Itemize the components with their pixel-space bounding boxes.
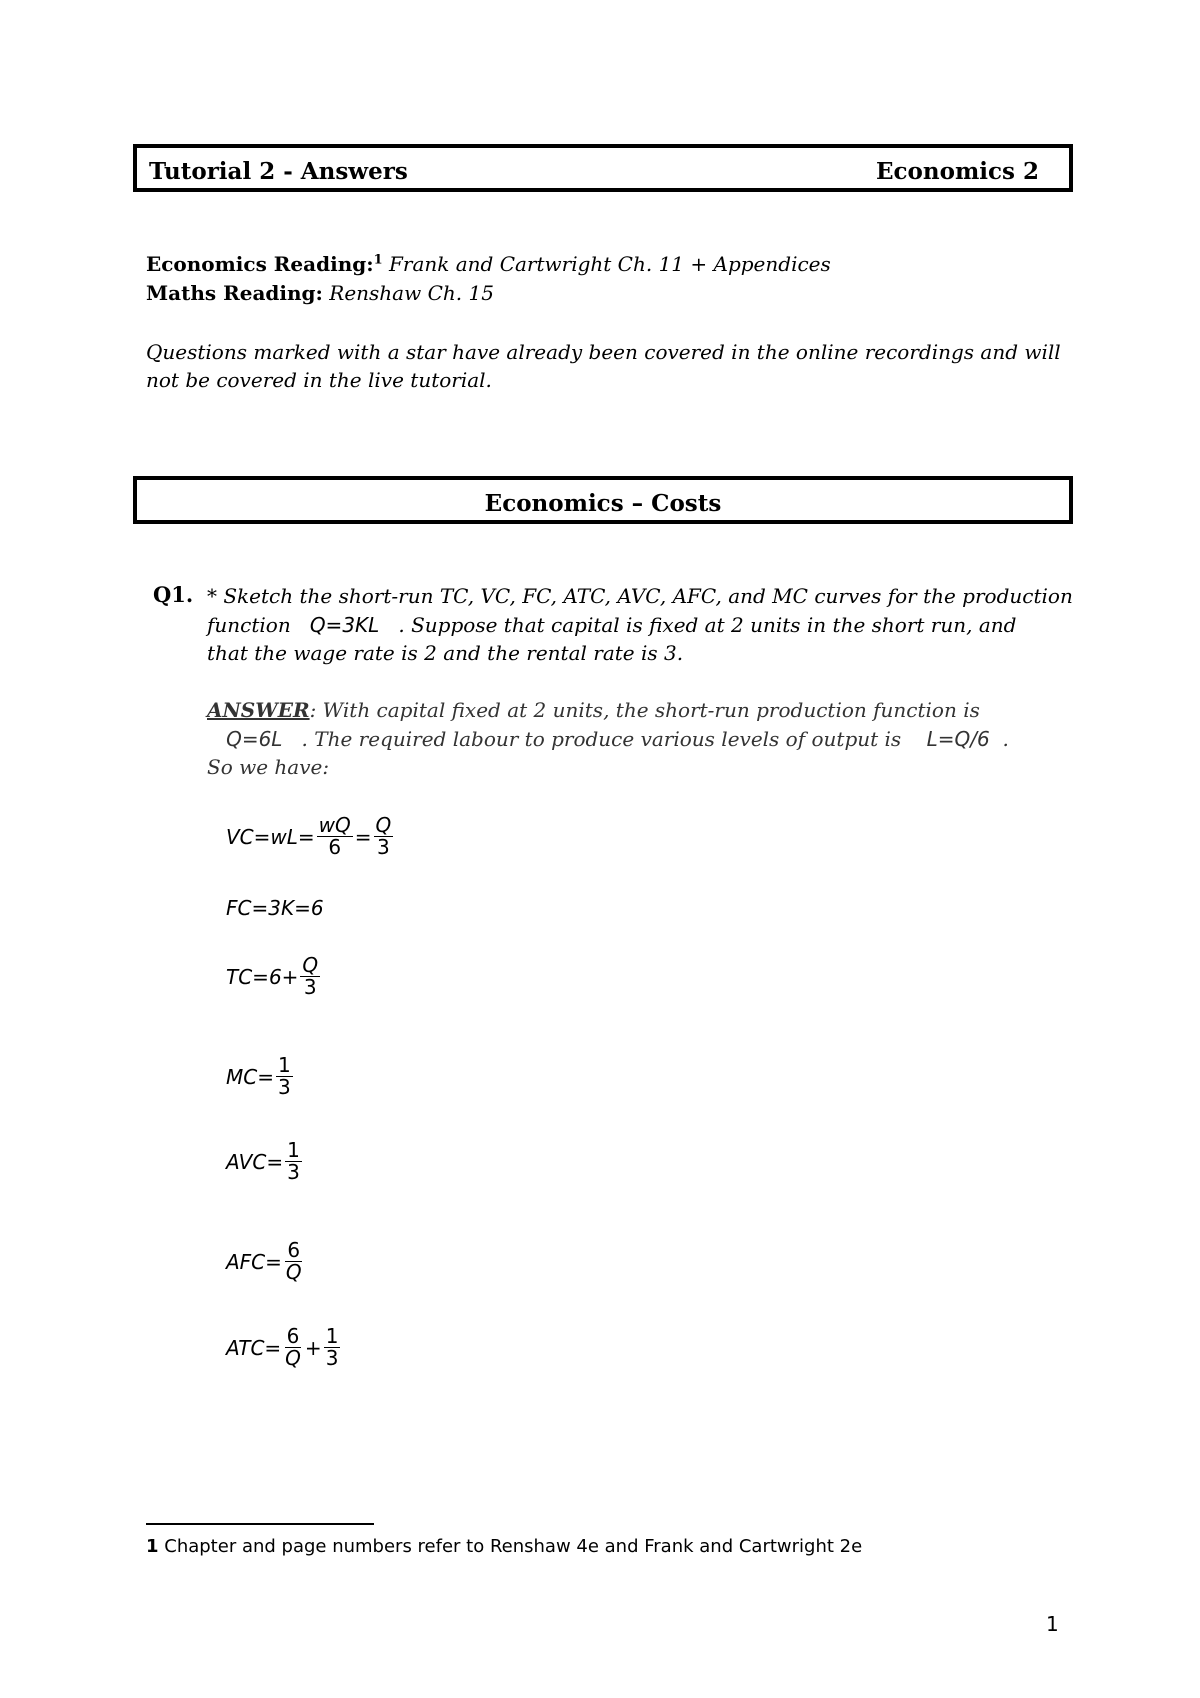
numerator: 6	[286, 1324, 300, 1348]
maths-reading-text: Renshaw Ch. 15	[329, 281, 494, 305]
maths-reading-label: Maths Reading:	[146, 281, 323, 305]
footnote-number: 1	[146, 1536, 159, 1557]
numerator: 1	[325, 1324, 339, 1348]
answer-line-1-text: : With capital fixed at 2 units, the short-run production function is	[309, 698, 980, 722]
equation-avc	[226, 1140, 304, 1183]
question-line-2-pre: function	[207, 613, 291, 637]
note-line-2: not be covered in the live tutorial.	[146, 368, 492, 392]
denominator: Q	[285, 1346, 301, 1370]
answer-line-3: So we have:	[207, 755, 330, 779]
equation-vc-lhs: VC=wL=	[226, 824, 315, 849]
equals-sign: =	[354, 824, 372, 849]
footnote-ref: 1	[373, 252, 383, 268]
denominator: 3	[303, 975, 317, 999]
equation-tc-lhs: TC=6+	[226, 964, 299, 989]
answer-label: ANSWER	[207, 698, 310, 722]
denominator: 3	[287, 1160, 300, 1184]
page-number: 1	[1046, 1612, 1059, 1636]
header-title: Tutorial 2 - Answers	[149, 158, 408, 185]
fraction	[284, 1240, 304, 1283]
fraction	[283, 1326, 303, 1369]
question-line-2-post: . Suppose that capital is fixed at 2 units in the short run, and	[398, 613, 1017, 637]
production-function-math: Q=3KL	[309, 613, 380, 637]
equation-fc-text: FC=3K=6	[226, 896, 324, 920]
fraction	[324, 1326, 341, 1369]
question-line-2	[207, 613, 1016, 637]
numerator: 1	[277, 1053, 291, 1077]
denominator: 3	[325, 1346, 339, 1370]
denominator: Q	[285, 1260, 302, 1284]
question-line-1: * Sketch the short-run TC, VC, FC, ATC, AVC, AFC, and MC curves for the production	[207, 584, 1073, 608]
header-box	[133, 144, 1073, 192]
numerator: 6	[287, 1238, 301, 1262]
question-number: Q1.	[153, 582, 194, 607]
fraction	[317, 815, 353, 858]
numerator: Q	[375, 813, 392, 837]
economics-reading-label: Economics Reading:	[146, 252, 374, 276]
note-line-1: Questions marked with a star have already been covered in the online recordings and will	[146, 340, 1061, 364]
economics-reading	[146, 252, 831, 276]
answer-line-2-end: .	[1002, 727, 1009, 751]
fraction	[300, 955, 320, 998]
answer-line-2-mid: . The required labour to produce various levels of output is	[301, 727, 902, 751]
plus-sign: +	[304, 1335, 322, 1360]
answer-math-1: Q=6L	[226, 727, 283, 751]
question-line-3: that the wage rate is 2 and the rental rate is 3.	[207, 641, 684, 665]
economics-reading-text: Frank and Cartwright Ch. 11 + Appendices	[389, 252, 831, 276]
equation-atc-lhs: ATC=	[226, 1335, 282, 1360]
denominator: 3	[277, 1075, 291, 1099]
answer-line-2	[207, 727, 1009, 751]
numerator: wQ	[318, 813, 351, 837]
equation-atc	[226, 1326, 342, 1369]
equation-fc	[226, 896, 324, 920]
maths-reading	[146, 281, 494, 305]
denominator: 3	[377, 835, 390, 859]
equation-mc-lhs: MC=	[226, 1064, 274, 1089]
equation-avc-lhs: AVC=	[226, 1149, 284, 1174]
equation-mc	[226, 1055, 295, 1098]
footnote	[146, 1536, 862, 1557]
footnote-rule	[146, 1523, 374, 1525]
answer-line-1	[207, 698, 980, 722]
equation-afc	[226, 1240, 306, 1283]
denominator: 6	[328, 835, 342, 859]
fraction	[374, 815, 394, 858]
equation-vc	[226, 815, 395, 858]
fraction	[276, 1055, 293, 1098]
answer-math-2: L=Q/6	[926, 727, 990, 751]
footnote-text: Chapter and page numbers refer to Renshaw 4e and Frank and Cartwright 2e	[158, 1536, 863, 1557]
section-title: Economics – Costs	[484, 490, 722, 517]
section-title-box	[133, 476, 1073, 524]
header-course: Economics 2	[876, 158, 1039, 185]
fraction	[285, 1140, 302, 1183]
equation-tc	[226, 955, 322, 998]
equation-afc-lhs: AFC=	[226, 1249, 282, 1274]
numerator: 1	[287, 1138, 300, 1162]
numerator: Q	[302, 953, 319, 977]
